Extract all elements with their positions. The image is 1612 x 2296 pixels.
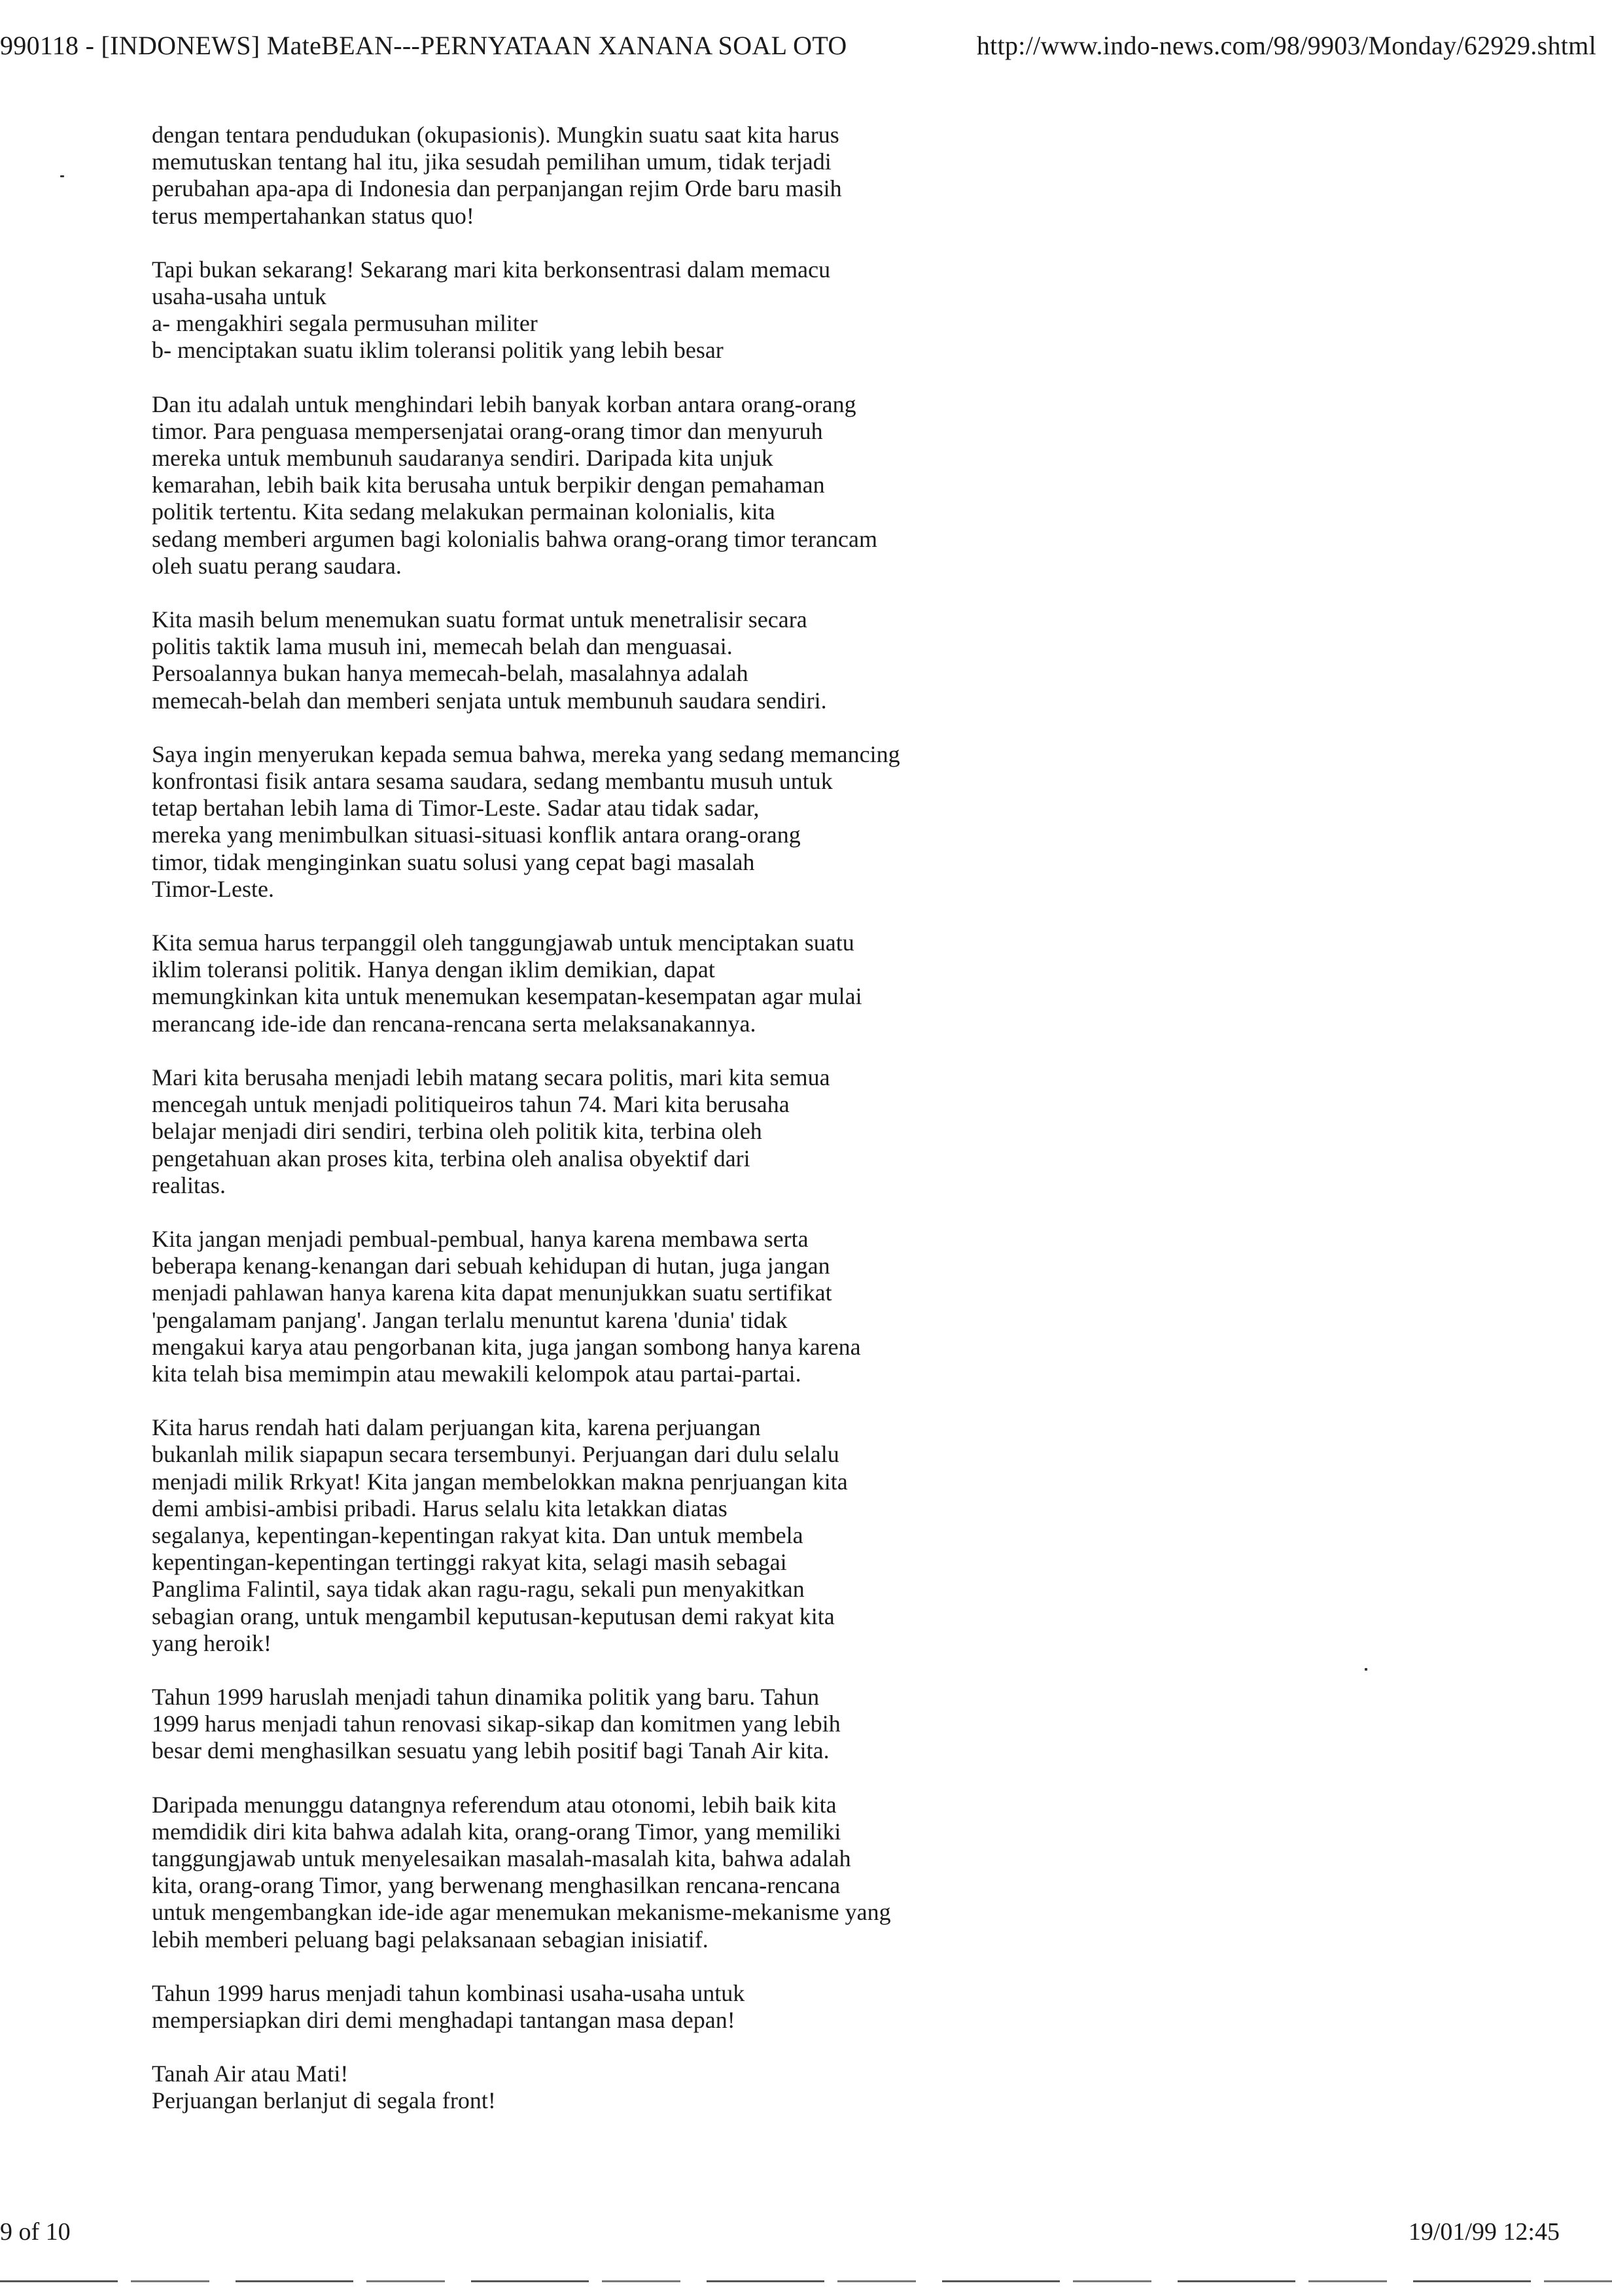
paragraph: Saya ingin menyerukan kepada semua bahwa, mereka yang sedang memancing konfrontasi fisik antara sesama saudara, sedang membantu musuh untuk tetap bertahan lebih lama di Timor-Leste. Sadar atau tidak sadar, mereka yang menimbulkan situasi-situasi konflik antara orang-orang timor, tidak menginginkan suatu solusi yang cepat bagi masalah Timor-Leste.	[152, 740, 900, 902]
page-number: 9 of 10	[0, 2218, 71, 2246]
paragraph: Kita jangan menjadi pembual-pembual, hanya karena membawa serta beberapa kenang-kenangan dari sebuah kehidupan di hutan, juga jangan menjadi pahlawan hanya karena kita dapat menunjukkan suatu sertifikat 'pengalamam panjang'. Jangan terlalu menuntut karena 'dunia' tidak mengakui karya atau pengorbanan kita, juga jangan sombong hanya karena kita telah bisa memimpin atau mewakili kelompok atau partai-partai.	[152, 1225, 861, 1387]
paragraph: Kita harus rendah hati dalam perjuangan kita, karena perjuangan bukanlah milik siapapun secara tersembunyi. Perjuangan dari dulu selalu menjadi milik Rrkyat! Kita jangan membelokkan makna penrjuangan kita demi ambisi-ambisi pribadi. Harus selalu kita letakkan diatas segalanya, kepentingan-kepentingan rakyat kita. Dan untuk membela kepentingan-kepentingan tertinggi rakyat kita, selagi masih sebagai Panglima Falintil, saya tidak akan ragu-ragu, sekali pun menyakitkan sebagian orang, untuk mengambil keputusan-keputusan demi rakyat kita yang heroik!	[152, 1414, 848, 1656]
paragraph: Kita semua harus terpanggil oleh tanggungjawab untuk menciptakan suatu iklim toleransi politik. Hanya dengan iklim demikian, dapat memungkinkan kita untuk menemukan kesempatan-kesempatan agar mulai merancang ide-ide dan rencana-rencana serta melaksanakannya.	[152, 930, 862, 1037]
page-footer	[0, 2214, 1612, 2250]
scan-edge-line	[0, 2280, 1612, 2282]
paragraph: Tapi bukan sekarang! Sekarang mari kita berkonsentrasi dalam memacu usaha-usaha untuk a- mengakhiri segala permusuhan militer b- menciptakan suatu iklim toleransi politik yang lebih besar	[152, 256, 831, 364]
closing-slogan: Tanah Air atau Mati! Perjuangan berlanjut di segala front!	[152, 2061, 496, 2114]
print-timestamp: 19/01/99 12:45	[1408, 2218, 1560, 2246]
page-header	[0, 26, 1612, 65]
scan-speck	[1365, 1668, 1367, 1671]
paragraph: Mari kita berusaha menjadi lebih matang secara politis, mari kita semua mencegah untuk menjadi politiqueiros tahun 74. Mari kita berusaha belajar menjadi diri sendiri, terbina oleh politik kita, terbina oleh pengetahuan akan proses kita, terbina oleh analisa obyektif dari realitas.	[152, 1064, 830, 1198]
source-url: http://www.indo-news.com/98/9903/Monday/62929.shtml	[976, 31, 1596, 60]
document-title: 990118 - [INDONEWS] MateBEAN---PERNYATAAN XANANA SOAL OTO	[0, 31, 847, 60]
paragraph: Daripada menunggu datangnya referendum atau otonomi, lebih baik kita memdidik diri kita bahwa adalah kita, orang-orang Timor, yang memiliki tanggungjawab untuk menyelesaikan masalah-masalah kita, bahwa adalah kita, orang-orang Timor, yang berwenang menghasilkan rencana-rencana untuk mengembangkan ide-ide agar menemukan mekanisme-mekanisme yang lebih memberi peluang bagi pelaksanaan sebagian inisiatif.	[152, 1791, 891, 1953]
article-body	[152, 122, 1094, 2115]
paragraph: Dan itu adalah untuk menghindari lebih banyak korban antara orang-orang timor. Para penguasa mempersenjatai orang-orang timor dan menyuruh mereka untuk membunuh saudaranya sendiri. Daripada kita unjuk kemarahan, lebih baik kita berusaha untuk berpikir dengan pemahaman politik tertentu. Kita sedang melakukan permainan kolonialis, kita sedang memberi argumen bagi kolonialis bahwa orang-orang timor terancam oleh suatu perang saudara.	[152, 391, 877, 579]
scan-speck	[60, 175, 64, 177]
paragraph: Tahun 1999 haruslah menjadi tahun dinamika politik yang baru. Tahun 1999 harus menjadi tahun renovasi sikap-sikap dan komitmen yang lebih besar demi menghasilkan sesuatu yang lebih positif bagi Tanah Air kita.	[152, 1683, 841, 1764]
paragraph: dengan tentara pendudukan (okupasionis). Mungkin suatu saat kita harus memutuskan tentang hal itu, jika sesudah pemilihan umum, tidak terjadi perubahan apa-apa di Indonesia dan perpanjangan rejim Orde baru masih terus mempertahankan status quo!	[152, 122, 842, 229]
paragraph: Tahun 1999 harus menjadi tahun kombinasi usaha-usaha untuk mempersiapkan diri demi menghadapi tantangan masa depan!	[152, 1979, 745, 2033]
paragraph: Kita masih belum menemukan suatu format untuk menetralisir secara politis taktik lama musuh ini, memecah belah dan menguasai. Persoalannya bukan hanya memecah-belah, masalahnya adalah memecah-belah dan memberi senjata untuk membunuh saudara sendiri.	[152, 606, 827, 714]
